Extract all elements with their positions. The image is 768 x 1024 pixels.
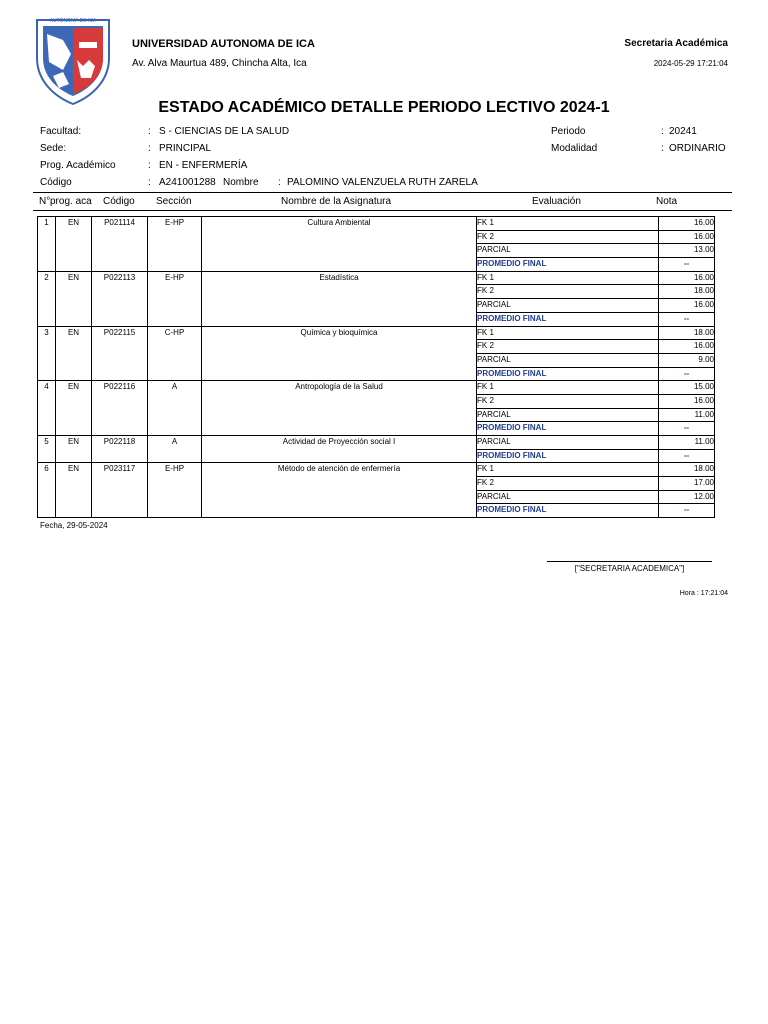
- course-prog: EN: [56, 217, 92, 272]
- evaluation-label: PROMEDIO FINAL: [477, 449, 659, 463]
- col-header-seccion: Sección: [156, 196, 192, 207]
- print-datetime: 2024-05-29 17:21:04: [653, 59, 728, 68]
- evaluation-label: PARCIAL: [477, 299, 659, 313]
- evaluation-label: PROMEDIO FINAL: [477, 312, 659, 326]
- page-title: ESTADO ACADÉMICO DETALLE PERIODO LECTIVO 2024-1: [158, 99, 610, 116]
- evaluation-label: PROMEDIO FINAL: [477, 367, 659, 381]
- course-prog: EN: [56, 463, 92, 518]
- evaluation-grade: --: [659, 367, 715, 381]
- evaluation-label: PROMEDIO FINAL: [477, 422, 659, 436]
- course-prog: EN: [56, 436, 92, 463]
- evaluation-grade: 17.00: [659, 477, 715, 491]
- grades-table: [37, 216, 715, 518]
- office-name: Secretaria Académica: [624, 38, 728, 49]
- evaluation-grade: 18.00: [659, 463, 715, 477]
- colon: :: [148, 177, 151, 188]
- periodo-label: Periodo: [551, 126, 586, 137]
- evaluation-grade: 11.00: [659, 436, 715, 450]
- evaluation-grade: 15.00: [659, 381, 715, 395]
- signature-line: [547, 561, 712, 562]
- course-prog: EN: [56, 381, 92, 436]
- evaluation-label: FK 1: [477, 381, 659, 395]
- col-header-codigo: Código: [103, 196, 135, 207]
- evaluation-label: PROMEDIO FINAL: [477, 258, 659, 272]
- evaluation-grade: 18.00: [659, 326, 715, 340]
- evaluation-grade: --: [659, 258, 715, 272]
- evaluation-grade: 16.00: [659, 230, 715, 244]
- codigo-label: Código: [40, 177, 72, 188]
- table-row: [38, 381, 715, 395]
- course-name: Antropología de la Salud: [202, 381, 477, 436]
- prog-label: Prog. Académico: [40, 160, 116, 171]
- grades-body: [38, 217, 715, 518]
- evaluation-label: FK 1: [477, 463, 659, 477]
- university-name: UNIVERSIDAD AUTONOMA DE ICA: [132, 38, 315, 50]
- evaluation-grade: 16.00: [659, 299, 715, 313]
- course-number: 4: [38, 381, 56, 436]
- evaluation-label: FK 2: [477, 230, 659, 244]
- evaluation-label: FK 1: [477, 217, 659, 231]
- fecha-text: Fecha, 29-05-2024: [40, 521, 108, 530]
- prog-value: EN - ENFERMERÍA: [159, 160, 248, 171]
- header-rule-bottom: [33, 210, 732, 211]
- course-name: Cultura Ambiental: [202, 217, 477, 272]
- svg-text:AUTÓNOMA DE ICA: AUTÓNOMA DE ICA: [49, 18, 97, 24]
- course-code: P022113: [92, 271, 148, 326]
- course-name: Estadística: [202, 271, 477, 326]
- evaluation-grade: --: [659, 312, 715, 326]
- course-code: P023117: [92, 463, 148, 518]
- course-number: 6: [38, 463, 56, 518]
- course-prog: EN: [56, 271, 92, 326]
- course-section: E-HP: [148, 271, 202, 326]
- course-section: A: [148, 436, 202, 463]
- table-row: [38, 271, 715, 285]
- course-number: 1: [38, 217, 56, 272]
- periodo-value: 20241: [669, 126, 697, 137]
- table-row: [38, 326, 715, 340]
- colon: :: [278, 177, 281, 188]
- evaluation-label: FK 1: [477, 271, 659, 285]
- evaluation-grade: 12.00: [659, 490, 715, 504]
- course-section: E-HP: [148, 217, 202, 272]
- evaluation-label: PARCIAL: [477, 436, 659, 450]
- evaluation-grade: 13.00: [659, 244, 715, 258]
- course-name: Actividad de Proyección social I: [202, 436, 477, 463]
- university-address: Av. Alva Maurtua 489, Chincha Alta, Ica: [132, 58, 307, 69]
- nombre-label: Nombre: [223, 177, 259, 188]
- course-code: P022118: [92, 436, 148, 463]
- sede-label: Sede:: [40, 143, 67, 154]
- evaluation-label: PROMEDIO FINAL: [477, 504, 659, 518]
- course-code: P022116: [92, 381, 148, 436]
- table-row: [38, 436, 715, 450]
- evaluation-label: FK 2: [477, 394, 659, 408]
- evaluation-grade: 16.00: [659, 394, 715, 408]
- colon: :: [661, 126, 664, 137]
- colon: :: [148, 143, 151, 154]
- evaluation-grade: --: [659, 422, 715, 436]
- evaluation-label: FK 2: [477, 477, 659, 491]
- evaluation-grade: --: [659, 449, 715, 463]
- evaluation-label: PARCIAL: [477, 353, 659, 367]
- table-row: [38, 463, 715, 477]
- evaluation-grade: 16.00: [659, 340, 715, 354]
- evaluation-label: FK 2: [477, 285, 659, 299]
- modalidad-label: Modalidad: [551, 143, 598, 154]
- evaluation-label: FK 2: [477, 340, 659, 354]
- header-rule-top: [33, 192, 732, 193]
- evaluation-label: PARCIAL: [477, 408, 659, 422]
- course-code: P022115: [92, 326, 148, 381]
- course-section: E-HP: [148, 463, 202, 518]
- col-header-prog: prog. aca: [50, 196, 92, 207]
- col-header-nota: Nota: [656, 196, 678, 207]
- course-number: 2: [38, 271, 56, 326]
- course-name: Método de atención de enfermería: [202, 463, 477, 518]
- evaluation-grade: --: [659, 504, 715, 518]
- evaluation-grade: 11.00: [659, 408, 715, 422]
- university-logo: [33, 14, 113, 106]
- course-section: C-HP: [148, 326, 202, 381]
- table-row: [38, 217, 715, 231]
- course-prog: EN: [56, 326, 92, 381]
- col-header-evaluacion: Evaluación: [532, 196, 581, 207]
- facultad-label: Facultad:: [40, 126, 82, 137]
- course-section: A: [148, 381, 202, 436]
- colon: :: [148, 160, 151, 171]
- evaluation-label: PARCIAL: [477, 244, 659, 258]
- modalidad-value: ORDINARIO: [669, 143, 726, 154]
- evaluation-grade: 18.00: [659, 285, 715, 299]
- colon: :: [148, 126, 151, 137]
- evaluation-label: FK 1: [477, 326, 659, 340]
- course-number: 3: [38, 326, 56, 381]
- signature-label: ["SECRETARIA ACADEMICA"]: [574, 564, 685, 573]
- course-code: P021114: [92, 217, 148, 272]
- evaluation-label: PARCIAL: [477, 490, 659, 504]
- course-name: Química y bioquímica: [202, 326, 477, 381]
- nombre-value: PALOMINO VALENZUELA RUTH ZARELA: [287, 177, 478, 188]
- codigo-value: A241001288: [159, 177, 216, 188]
- facultad-value: S - CIENCIAS DE LA SALUD: [159, 126, 290, 137]
- colon: :: [661, 143, 664, 154]
- hora-text: Hora : 17:21:04: [679, 590, 728, 597]
- course-number: 5: [38, 436, 56, 463]
- sede-value: PRINCIPAL: [159, 143, 212, 154]
- evaluation-grade: 16.00: [659, 217, 715, 231]
- evaluation-grade: 9.00: [659, 353, 715, 367]
- col-header-num: N°: [39, 196, 51, 207]
- evaluation-grade: 16.00: [659, 271, 715, 285]
- col-header-asignatura: Nombre de la Asignatura: [281, 196, 392, 207]
